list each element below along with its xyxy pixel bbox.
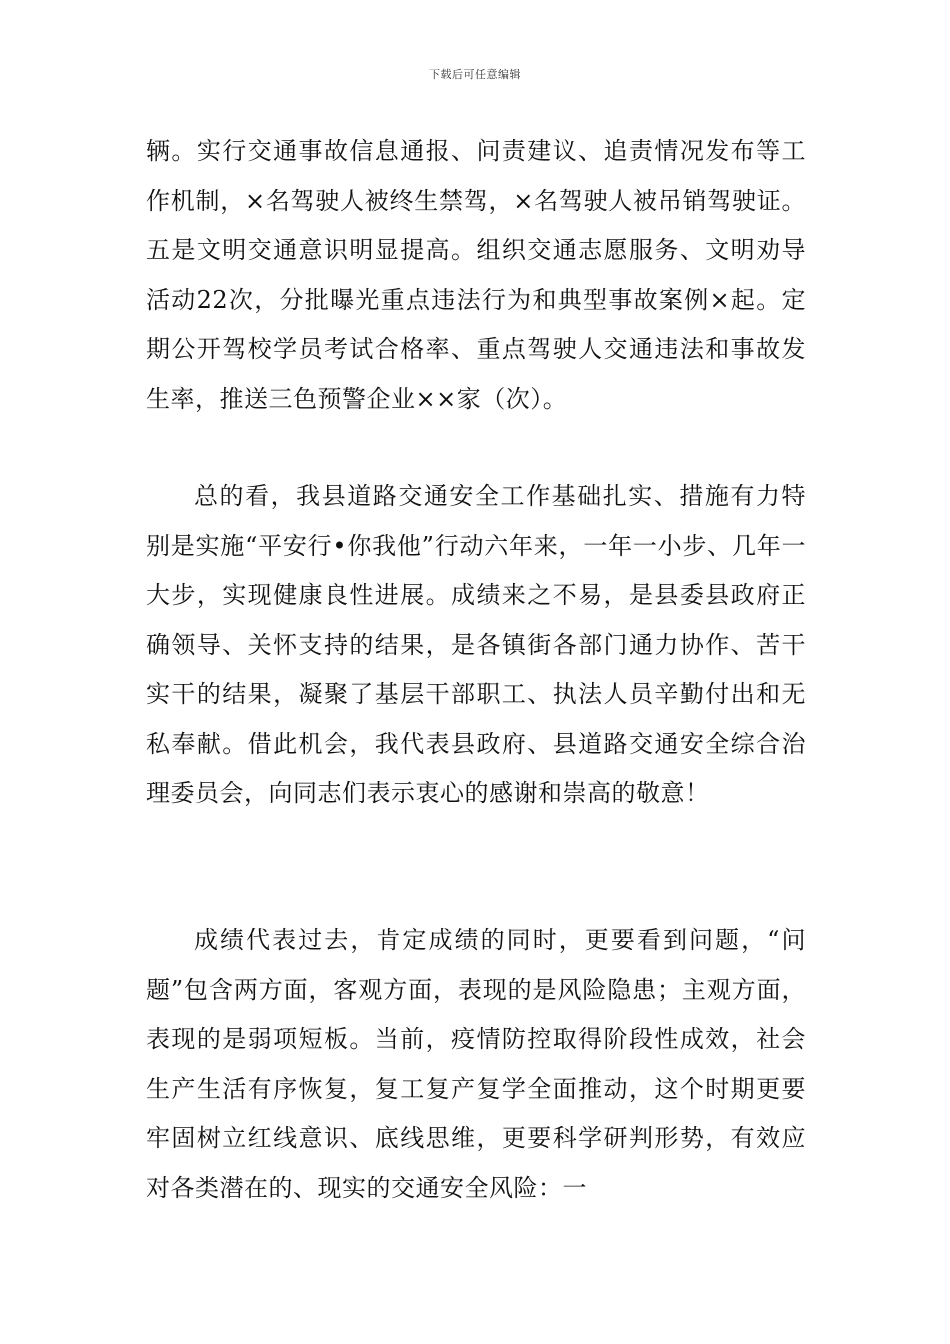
document-paragraph-container [146, 127, 806, 424]
page-header-note: 下载后可任意编辑 [429, 68, 521, 81]
paragraph-2: 总的看，我县道路交通安全工作基础扎实、措施有力特别是实施“平安行•你我他”行动六年来，一年一小步、几年一大步，实现健康良性进展。成绩来之不易，是县委县政府正确领导、关怀支持的结果，是各镇街各部门通力协作、苦干实干的结果，凝聚了基层干部职工、执法人员辛勤付出和无私奉献。借此机会，我代表县政府、县道路交通安全综合治理委员会，向同志们表示衷心的感谢和崇高的敬意！ [146, 482, 806, 807]
paragraph-1: 辆。实行交通事故信息通报、问责建议、追责情况发布等工作机制，×名驾驶人被终生禁驾，×名驾驶人被吊销驾驶证。五是文明交通意识明显提高。组织交通志愿服务、文明劝导活动22次，分批曝光重点违法行为和典型事故案例×起。定期公开驾校学员考试合格率、重点驾驶人交通违法和事故发生率，推送三色预警企业××家（次）。 [146, 137, 806, 413]
paragraph-3: 成绩代表过去，肯定成绩的同时，更要看到问题，“问题”包含两方面，客观方面，表现的是风险隐患；主观方面，表现的是弱项短板。当前，疫情防控取得阶段性成效，社会生产生活有序恢复，复工复产复学全面推动，这个时期更要牢固树立红线意识、底线思维，更要科学研判形势，有效应对各类潜在的、现实的交通安全风险：一 [146, 926, 806, 1202]
document-paragraph-container [146, 472, 806, 819]
document-paragraph-container [146, 916, 806, 1213]
